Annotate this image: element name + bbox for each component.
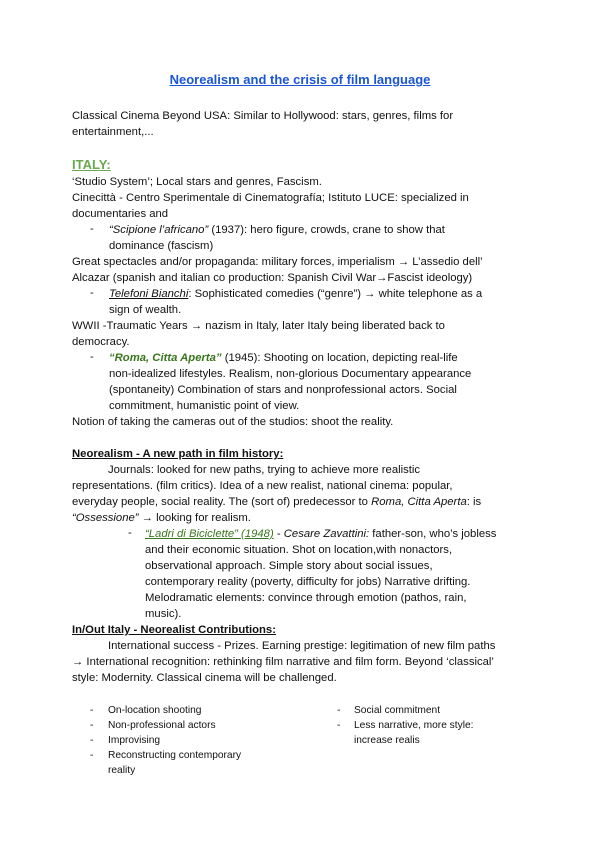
- bullet-roma-line-4: commitment, humanistic point of view.: [109, 400, 300, 412]
- page-title: Neorealism and the crisis of film language: [169, 72, 431, 87]
- list-item-continuation: increase realis: [354, 735, 420, 746]
- neorealism-line-2: representations. (film critics). Idea of a new realist, national cinema: popular,: [72, 480, 453, 492]
- intro-line-1: Classical Cinema Beyond USA: Similar to Hollywood: stars, genres, films for: [72, 110, 454, 122]
- bullet-dash: -: [90, 223, 94, 235]
- italy-line-7: democracy.: [72, 336, 130, 348]
- bullet-scipione: [109, 223, 445, 239]
- film-title: “Roma, Citta Aperta”: [109, 352, 222, 364]
- bullet-ladri: [145, 527, 496, 543]
- film-title: “Ladri di Biciclette” (1948): [145, 528, 274, 540]
- bullet-roma: [109, 351, 458, 367]
- list-item: Social commitment: [354, 705, 441, 716]
- bullet-telefoni: [109, 287, 482, 303]
- italy-line-3: documentaries and: [72, 208, 169, 220]
- inout-line-1: International success - Prizes. Earning prestige: legitimation of new film paths: [108, 640, 496, 652]
- bullet-text: (1937): hero figure, crowds, crane to show that: [208, 224, 445, 236]
- italy-heading: ITALY:: [72, 157, 111, 172]
- inout-heading: In/Out Italy - Neorealist Contributions:: [72, 624, 276, 636]
- bullet-telefoni-line-2: sign of wealth.: [109, 304, 182, 316]
- bullet-roma-line-3: (spontaneity) Combination of stars and nonprofessional actors. Social: [109, 384, 457, 396]
- bullet-ladri-line-4: contemporary reality (poverty, difficulty for jobs) Narrative drifting.: [145, 576, 471, 588]
- list-item: Less narrative, more style:: [354, 720, 474, 731]
- text: : is: [466, 496, 482, 508]
- bullet-dash: -: [90, 351, 94, 363]
- bullet-ladri-line-6: music).: [145, 608, 182, 620]
- italy-line-8: Notion of taking the cameras out of the studios: shoot the reality.: [72, 416, 394, 428]
- italy-line-5: Alcazar (spanish and italian co production: Spanish Civil War→Fascist ideology): [72, 272, 473, 284]
- neorealism-line-4: [72, 511, 251, 527]
- bullet-ladri-line-3: observational approach. Simple story about social issues,: [145, 560, 433, 572]
- bullet-dash: -: [90, 720, 94, 731]
- italy-line-1: ‘Studio System’; Local stars and genres, Fascism.: [72, 176, 322, 188]
- bullet-dash: -: [90, 750, 94, 761]
- text: everyday people, social reality. The (sort of) predecessor to: [72, 496, 372, 508]
- bullet-dash: -: [90, 287, 94, 299]
- film-title: Telefoni Bianchi: [109, 288, 189, 300]
- bullet-dash: -: [337, 705, 341, 716]
- bullet-text: (1945): Shooting on location, depicting real-life: [221, 352, 458, 364]
- list-item-continuation: reality: [108, 765, 136, 776]
- film-title: “Ossessione”: [72, 512, 139, 524]
- bullet-ladri-line-2: and their economic situation. Shot on location,with nonactors,: [145, 544, 453, 556]
- bullet-roma-line-2: non-idealized lifestyles. Realism, non-glorious Documentary appearance: [109, 368, 472, 380]
- list-item: Reconstructing contemporary: [108, 750, 242, 761]
- bullet-dash: -: [90, 705, 94, 716]
- film-title: “Scipione l’africano”: [109, 224, 209, 236]
- text: -: [273, 528, 284, 540]
- author: Cesare Zavattini:: [283, 528, 370, 540]
- bullet-ladri-line-5: Melodramatic elements: convince through emotion (pathos, rain,: [145, 592, 467, 604]
- list-item: Non-professional actors: [108, 720, 216, 731]
- text: → looking for realism.: [138, 512, 251, 524]
- italy-line-6: WWII -Traumatic Years → nazism in Italy, later Italy being liberated back to: [72, 320, 445, 332]
- film-title: Roma, Citta Aperta: [371, 496, 467, 508]
- bullet-text: : Sophisticated comedies (“genre”) → white telephone as a: [188, 288, 483, 300]
- inout-line-3: style: Modernity. Classical cinema will be challenged.: [72, 672, 337, 684]
- bullet-scipione-line-2: dominance (fascism): [109, 240, 214, 252]
- neorealism-line-3: [72, 495, 481, 511]
- list-item: Improvising: [108, 735, 161, 746]
- bullet-dash: -: [128, 527, 132, 539]
- italy-line-4: Great spectacles and/or propaganda: military forces, imperialism → L’assedio dell’: [72, 256, 483, 268]
- inout-line-2: → International recognition: rethinking film narrative and film form. Beyond ‘classical’: [72, 656, 494, 668]
- neorealism-heading: Neorealism - A new path in film history:: [72, 448, 284, 460]
- intro-line-2: entertainment,...: [72, 126, 154, 138]
- list-item: On-location shooting: [108, 705, 202, 716]
- neorealism-line-1: Journals: looked for new paths, trying to achieve more realistic: [108, 464, 421, 476]
- bullet-dash: -: [337, 720, 341, 731]
- text: father-son, who’s jobless: [369, 528, 497, 540]
- italy-line-2: Cinecittà - Centro Sperimentale di Cinematografía; Istituto LUCE: specialized in: [72, 192, 469, 204]
- bullet-dash: -: [90, 735, 94, 746]
